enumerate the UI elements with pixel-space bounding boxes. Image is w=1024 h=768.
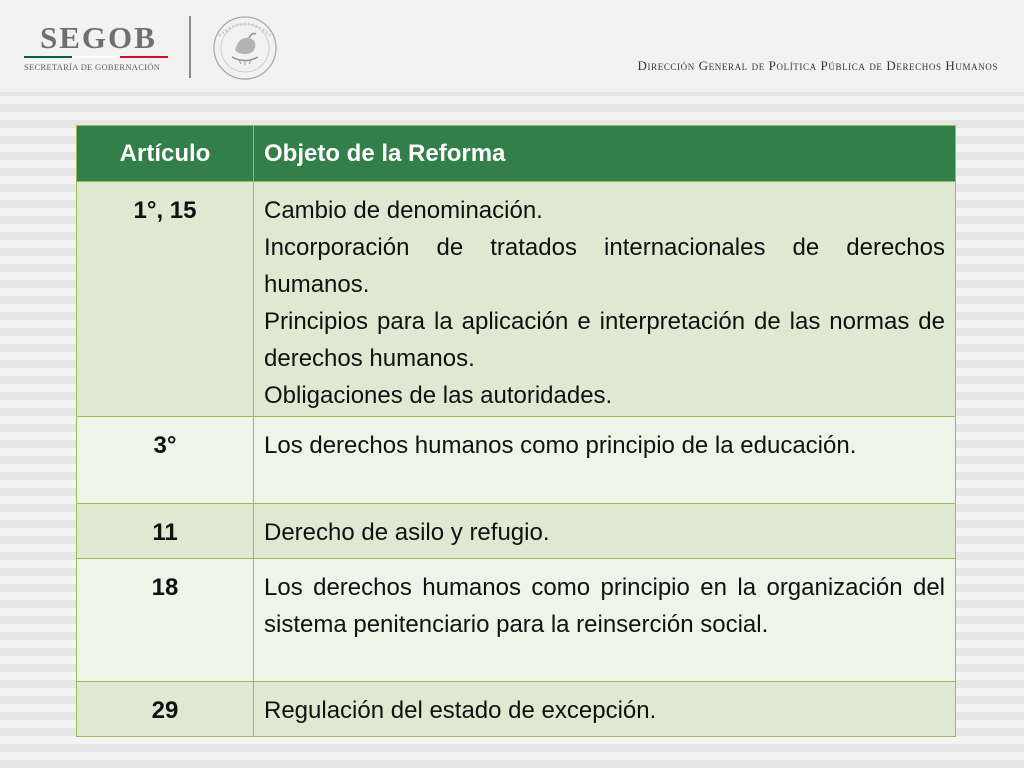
- objeto-line: Obligaciones de las autoridades.: [264, 382, 613, 409]
- objeto-line: Regulación del estado de excepción.: [264, 697, 657, 724]
- row-objeto: [254, 182, 956, 417]
- table-row: [77, 504, 956, 559]
- segob-logo: [24, 20, 174, 72]
- logo-subtitle: SECRETARÍA DE GOBERNACIÓN: [24, 62, 161, 72]
- objeto-line: Derecho de asilo y refugio.: [264, 519, 550, 546]
- flag-colors-rule: [24, 56, 168, 58]
- objeto-line: Principios para la aplicación e interpretación de las normas de derechos humanos.: [264, 308, 945, 372]
- objeto-line: Incorporación de tratados internacionales de derechos humanos.: [264, 234, 945, 298]
- row-articulo: 1°, 15: [77, 182, 254, 417]
- department-title: Dirección General de Política Pública de Derechos Humanos: [637, 58, 998, 73]
- objeto-line: Los derechos humanos como principio de la educación.: [264, 432, 857, 459]
- row-objeto: [254, 682, 956, 737]
- table-row: [77, 559, 956, 682]
- table-row: [77, 417, 956, 504]
- row-articulo: 11: [77, 504, 254, 559]
- row-articulo: 3°: [77, 417, 254, 504]
- header-objeto: Objeto de la Reforma: [254, 126, 956, 182]
- row-articulo: 18: [77, 559, 254, 682]
- slide-header: [0, 0, 1024, 92]
- row-articulo: 29: [77, 682, 254, 737]
- coat-of-arms-seal-icon: [205, 14, 285, 82]
- row-objeto: [254, 559, 956, 682]
- objeto-line: Cambio de denominación.: [264, 197, 543, 224]
- logo-divider: [189, 16, 191, 78]
- row-objeto: [254, 417, 956, 504]
- row-objeto: [254, 504, 956, 559]
- table-header-row: [77, 126, 956, 182]
- table-row: [77, 682, 956, 737]
- logo-title: SEGOB: [40, 20, 157, 55]
- reform-table: [76, 125, 956, 737]
- table-row: [77, 182, 956, 417]
- objeto-line: Los derechos humanos como principio en la organización del sistema penitenciario para la reinserción social.: [264, 574, 945, 638]
- header-articulo: Artículo: [77, 126, 254, 182]
